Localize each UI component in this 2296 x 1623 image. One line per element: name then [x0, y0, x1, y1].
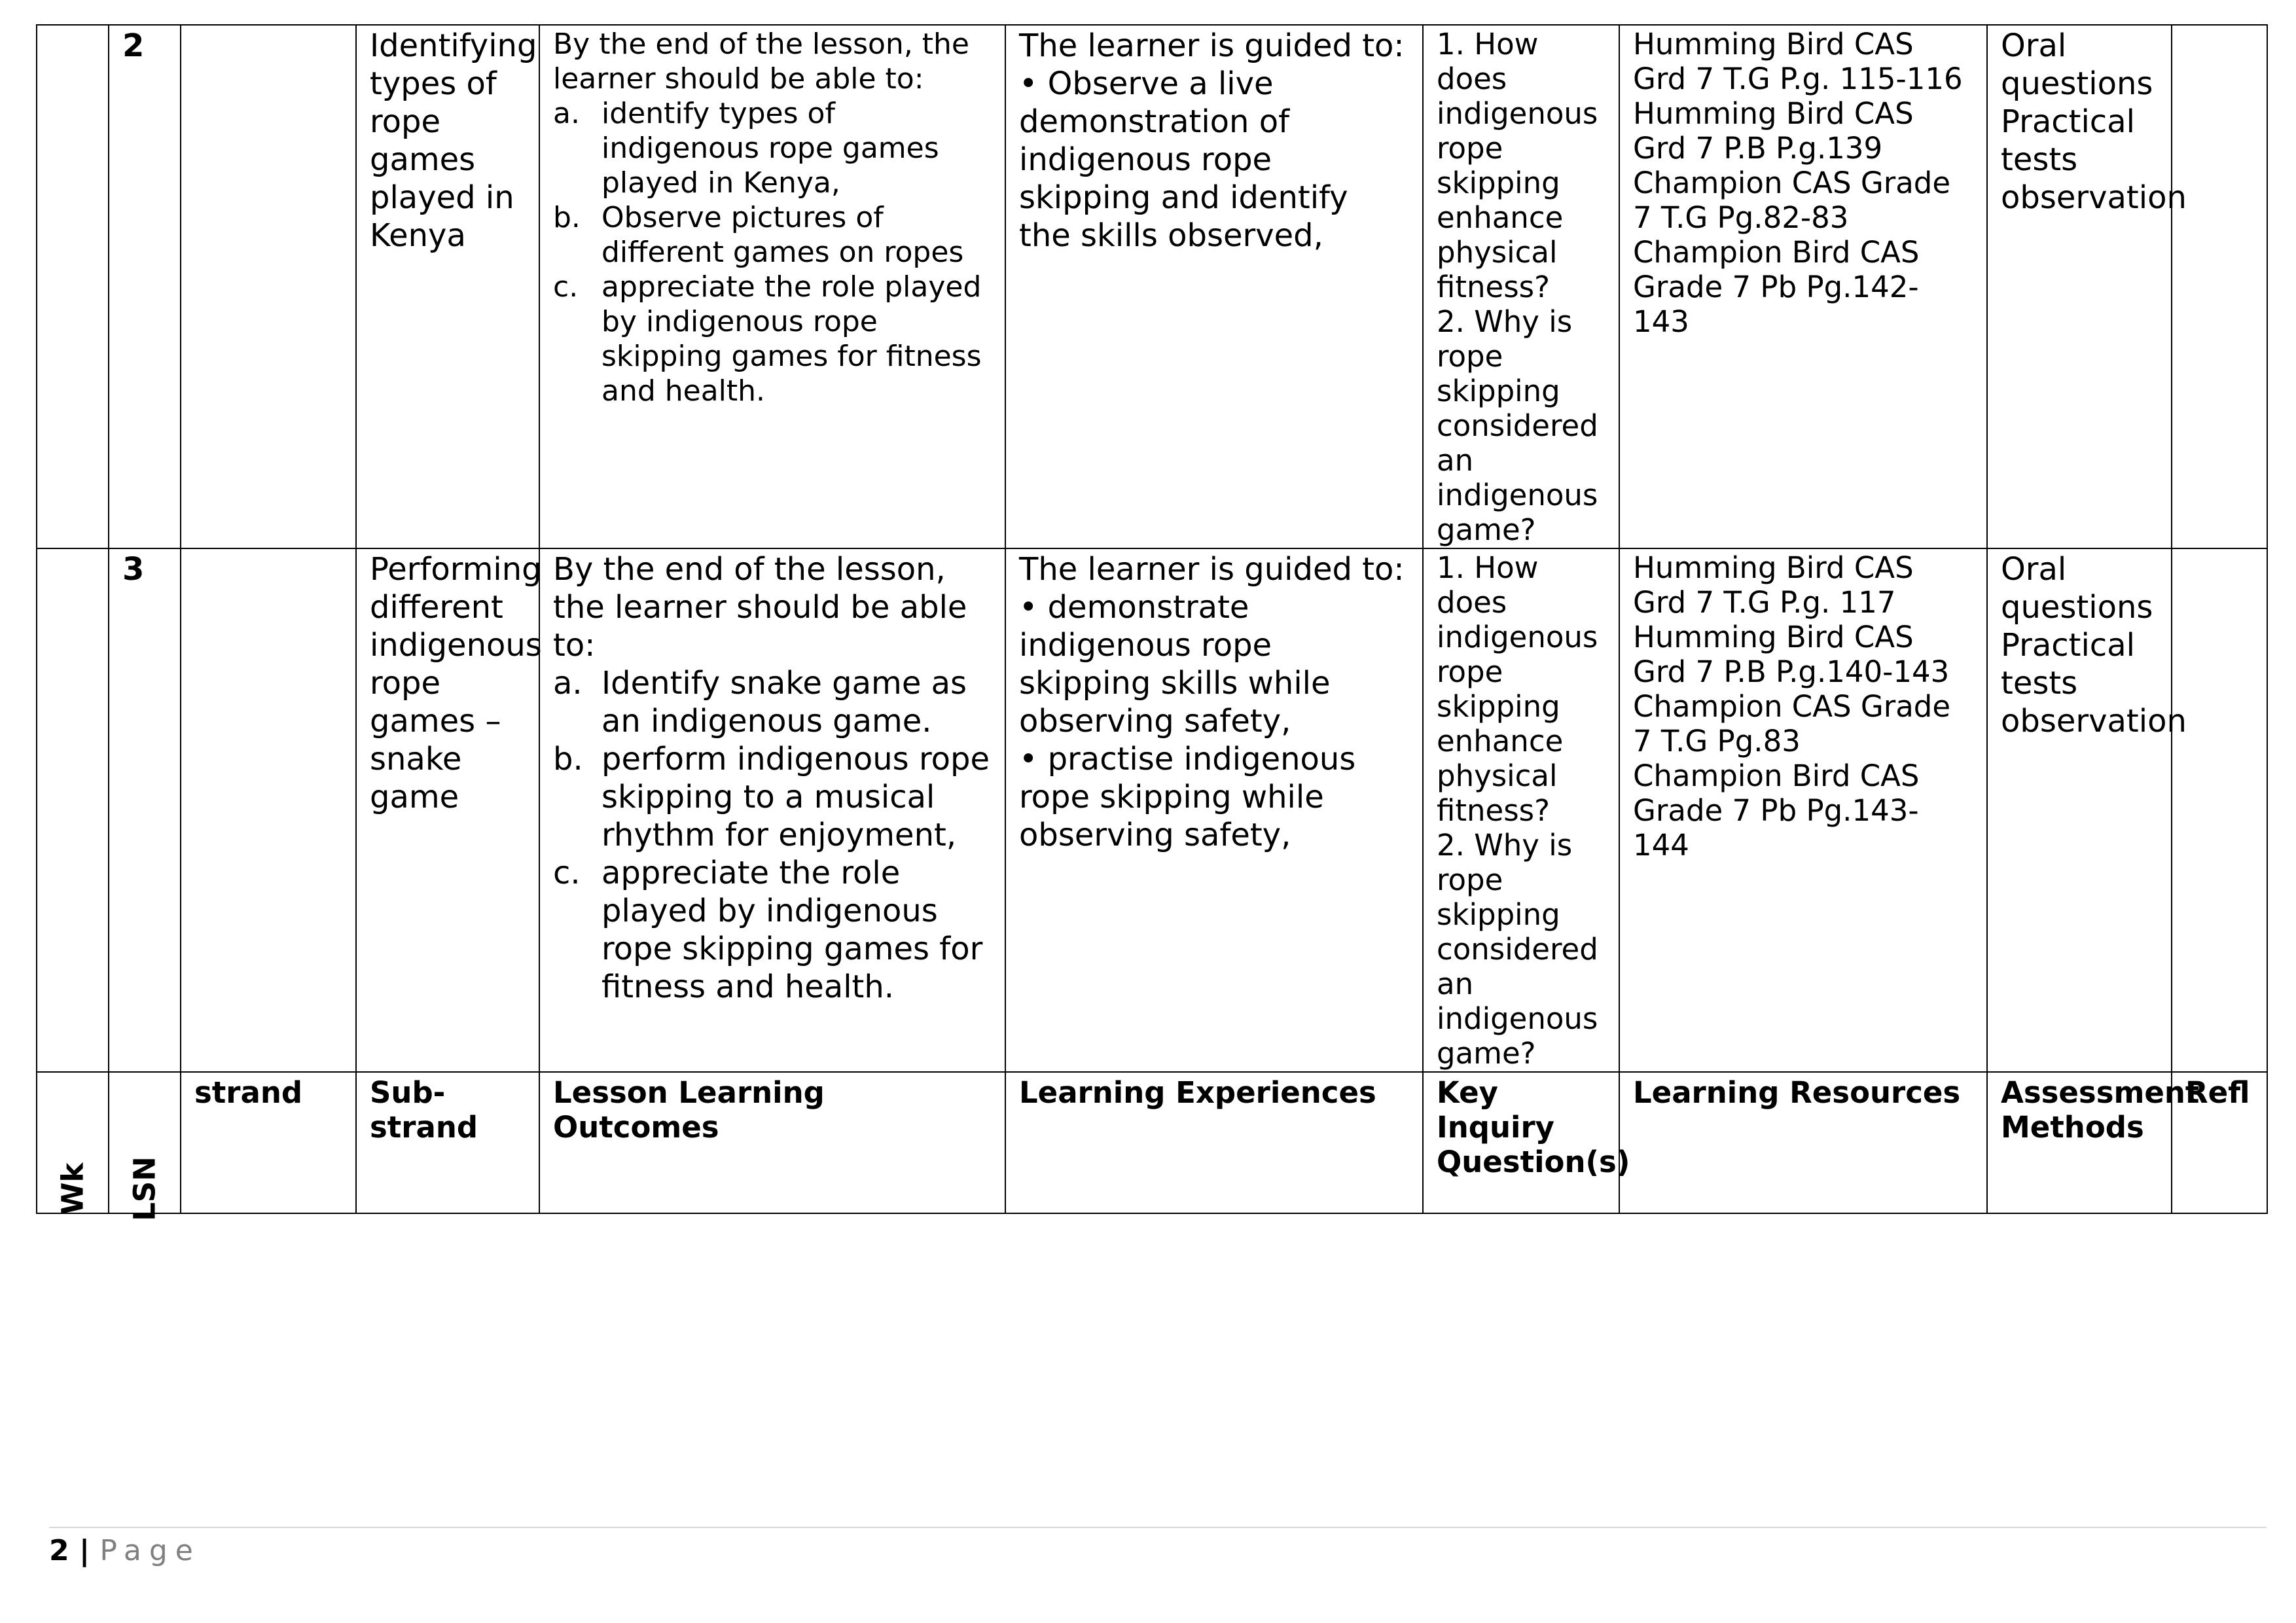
header-key-questions: Key Inquiry Question(s) [1423, 1072, 1619, 1213]
list-item: observation [2001, 179, 2187, 216]
substrand-cell: Performing different indigenous rope games – snake game [356, 548, 539, 1072]
outcomes-intro: By the end of the lesson, the learner should be able to: [553, 551, 967, 664]
list-item: 1. How does indigenous rope skipping enhance physical fitness? [1437, 27, 1598, 304]
header-week: Wk [37, 1072, 109, 1213]
list-item: Humming Bird CAS Grd 7 T.G P.g. 115-116 [1633, 27, 1963, 96]
header-resources: Learning Resources [1619, 1072, 1987, 1213]
list-item: Champion CAS Grade 7 T.G Pg.83 [1633, 689, 1951, 758]
assessment-cell [1987, 25, 2187, 548]
experiences-cell [1005, 25, 1423, 548]
experiences-cell [1005, 548, 1423, 1072]
list-item: 2. Why is rope skipping considered an indigenous game? [1437, 828, 1598, 1071]
list-item: Humming Bird CAS Grd 7 P.B P.g.139 [1633, 96, 1914, 166]
outcomes-cell [539, 548, 1005, 1072]
outcomes-list [553, 664, 992, 1006]
list-item: Oral questions [2001, 27, 2153, 102]
strand-cell [181, 548, 356, 1072]
outcomes-list [553, 96, 992, 408]
footer-divider [49, 1527, 2267, 1528]
header-outcomes: Lesson Learning Outcomes [539, 1072, 1005, 1213]
header-assessment: Assessment Methods [1987, 1072, 2172, 1213]
list-item: observation [2001, 703, 2187, 740]
key-questions-cell [1423, 25, 1619, 548]
header-reflection: Refl [2172, 1072, 2267, 1213]
scheme-of-work-table [36, 24, 2268, 1221]
list-item: a. identify types of indigenous rope games played in Kenya, [553, 97, 939, 200]
resources-cell [1619, 548, 1987, 1072]
list-item: c. appreciate the role played by indigenous rope skipping games for fitness and health. [553, 855, 983, 1005]
list-item: Champion Bird CAS Grade 7 Pb Pg.143-144 [1633, 758, 1920, 863]
list-item: 1. How does indigenous rope skipping enhance physical fitness? [1437, 550, 1598, 828]
list-item: • demonstrate indigenous rope skipping skills while observing safety, [1019, 589, 1331, 740]
experiences-intro: The learner is guided to: [1019, 27, 1405, 64]
list-item: 2. Why is rope skipping considered an indigenous game? [1437, 304, 1598, 547]
week-cell [37, 548, 109, 1072]
key-questions-cell [1423, 548, 1619, 1072]
list-item: b. perform indigenous rope skipping to a musical rhythm for enjoyment, [553, 741, 990, 853]
list-item: Humming Bird CAS Grd 7 P.B P.g.140-143 [1633, 620, 1950, 689]
list-item: Oral questions [2001, 551, 2153, 626]
list-item: Champion CAS Grade 7 T.G Pg.82-83 [1633, 166, 1951, 235]
reflection-cell [2172, 548, 2267, 1072]
list-item: Humming Bird CAS Grd 7 T.G P.g. 117 [1633, 550, 1914, 620]
list-item: • Observe a live demonstration of indigenous rope skipping and identify the skills observed, [1019, 65, 1348, 254]
header-lsn: LSN [109, 1072, 181, 1213]
list-item: a. Identify snake game as an indigenous game. [553, 665, 967, 740]
assessment-cell [1987, 548, 2187, 1072]
footer-separator: | [69, 1534, 100, 1567]
reflection-cell [2172, 25, 2267, 548]
resources-cell [1619, 25, 1987, 548]
list-item: Practical tests [2001, 103, 2135, 178]
header-row [37, 1072, 2267, 1213]
outcomes-cell [539, 25, 1005, 548]
experiences-intro: The learner is guided to: [1019, 551, 1405, 588]
page-label: Page [99, 1534, 201, 1567]
header-experiences: Learning Experiences [1005, 1072, 1423, 1213]
lesson-number-cell: 3 [109, 548, 181, 1072]
list-item: Practical tests [2001, 627, 2135, 702]
header-substrand: Sub-strand [356, 1072, 539, 1213]
list-item: Champion Bird CAS Grade 7 Pb Pg.142-143 [1633, 235, 1920, 339]
substrand-cell: Identifying types of rope games played in Kenya [356, 25, 539, 548]
list-item: b. Observe pictures of different games on ropes [553, 201, 964, 269]
week-cell [37, 25, 109, 548]
list-item: • practise indigenous rope skipping while observing safety, [1019, 741, 1356, 853]
table-row [37, 25, 2267, 548]
outcomes-intro: By the end of the lesson, the learner should be able to: [553, 27, 970, 96]
list-item: c. appreciate the role played by indigenous rope skipping games for fitness and health. [553, 270, 982, 408]
page-footer [49, 1531, 201, 1571]
page-number: 2 [49, 1534, 69, 1567]
lesson-number-cell: 2 [109, 25, 181, 548]
strand-cell [181, 25, 356, 548]
table-row [37, 548, 2267, 1072]
header-strand: strand [181, 1072, 356, 1213]
